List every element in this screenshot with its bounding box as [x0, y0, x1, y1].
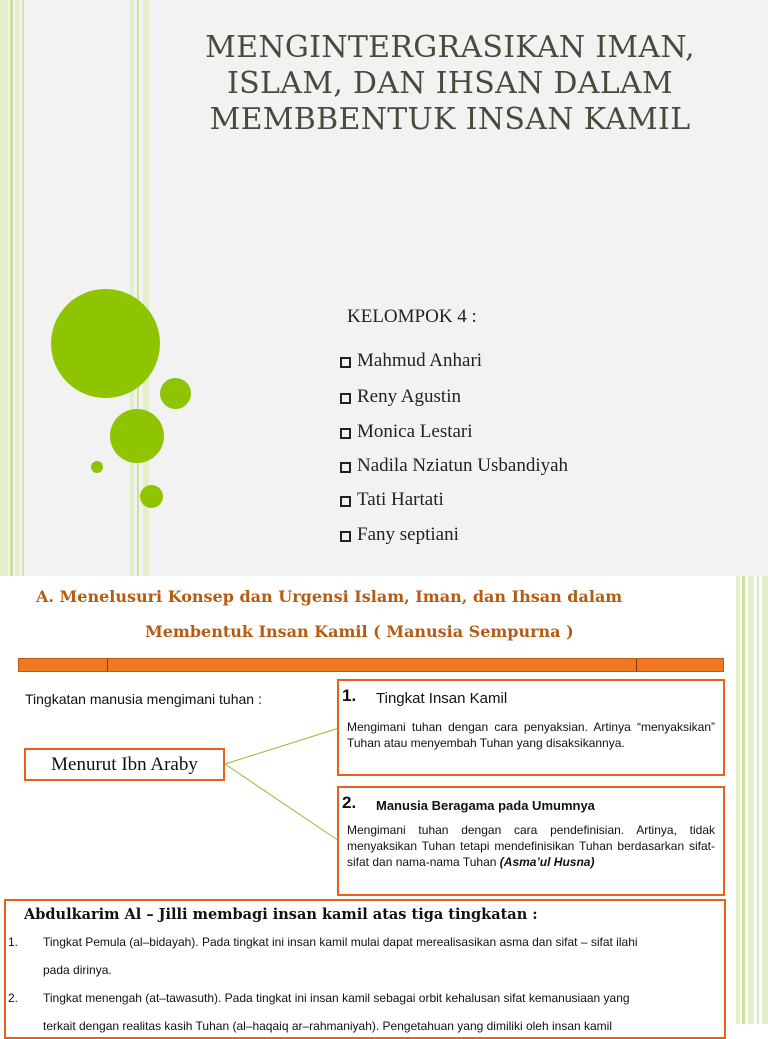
level-description: Mengimani tuhan dengan cara pendefinisian. Artinya, tidak menyaksikan Tuhan tetapi mendefinisikan Tuhan berdasarkan sifat-sifat dan nama-nama Tuhan (Asma’ul Husna)	[347, 823, 715, 869]
slide-title	[180, 30, 720, 138]
level-title: Tingkat Insan Kamil	[376, 690, 508, 707]
decor-circle-tiny	[91, 461, 103, 473]
checkbox-bullet-icon	[340, 393, 351, 404]
decor-circle-medium	[110, 409, 164, 463]
title-line: MEMBBENTUK INSAN KAMIL	[209, 102, 691, 137]
member-name: Nadila Nziatun Usbandiyah	[357, 455, 569, 476]
member-item	[340, 489, 444, 511]
source-label-box	[24, 748, 225, 781]
level-title: Manusia Beragama pada Umumnya	[376, 798, 595, 813]
checkbox-bullet-icon	[340, 496, 351, 507]
list-number: 2.	[8, 991, 19, 1005]
group-label: KELOMPOK 4 :	[347, 306, 477, 327]
member-name: Mahmud Anhari	[357, 350, 483, 371]
emphasis-text: (Asma’ul Husna)	[499, 855, 595, 869]
level-box-1	[337, 679, 725, 776]
member-item	[340, 524, 459, 546]
member-item	[340, 386, 461, 408]
tingkatan-heading: Abdulkarim Al – Jilli membagi insan kamil atas tiga tingkatan :	[24, 906, 538, 923]
list-text: Tingkat menengah (at–tawasuth). Pada tingkat ini insan kamil sebagai orbit kehalusan sifat kemanusiaan yang	[43, 991, 630, 1005]
section-heading: Membentuk Insan Kamil ( Manusia Sempurna )	[145, 622, 574, 641]
list-text: Tingkat Pemula (al–bidayah). Pada tingkat ini insan kamil mulai dapat merealisasikan asma dan sifat – sifat ilahi	[43, 935, 638, 949]
checkbox-bullet-icon	[340, 428, 351, 439]
decor-stripe	[137, 0, 139, 576]
decor-circle-small	[160, 378, 191, 409]
content-slide	[0, 576, 768, 1033]
decor-stripe	[10, 0, 13, 576]
source-label: Menurut Ibn Araby	[51, 753, 198, 775]
list-number: 1.	[8, 935, 19, 949]
checkbox-bullet-icon	[340, 357, 351, 368]
member-name: Monica Lestari	[357, 421, 473, 442]
member-item	[340, 350, 482, 372]
connector-line	[225, 764, 339, 841]
decor-stripe	[15, 0, 19, 576]
decor-circle-large	[51, 289, 160, 398]
title-line: MENGINTERGRASIKAN IMAN,	[205, 30, 695, 65]
list-text: pada dirinya.	[43, 963, 112, 977]
member-item	[340, 455, 568, 477]
decor-stripe	[22, 0, 24, 576]
title-line: ISLAM, DAN IHSAN DALAM	[227, 66, 673, 101]
list-text: terkait dengan realitas kasih Tuhan (al–haqaiq ar–rahmaniyah). Pengetahuan yang dimiliki oleh insan kamil	[43, 1019, 613, 1033]
level-number: 2.	[342, 793, 357, 812]
member-name: Fany septiani	[357, 524, 459, 545]
intro-text: Tingkatan manusia mengimani tuhan :	[25, 691, 262, 707]
checkbox-bullet-icon	[340, 531, 351, 542]
member-name: Tati Hartati	[357, 489, 444, 510]
member-item	[340, 421, 473, 443]
checkbox-bullet-icon	[340, 462, 351, 473]
member-name: Reny Agustin	[357, 386, 461, 407]
level-box-2	[337, 786, 725, 896]
connector-line	[225, 728, 339, 764]
decor-stripe	[0, 0, 8, 576]
level-number: 1.	[342, 686, 357, 705]
decor-stripe	[130, 0, 134, 576]
section-heading: A. Menelusuri Konsep dan Urgensi Islam, Iman, dan Ihsan dalam	[36, 587, 623, 606]
level-description: Mengimani tuhan dengan cara penyaksian. Artinya “menyaksikan” Tuhan atau menyembah Tuhan yang disaksikannya.	[347, 720, 715, 750]
decor-circle-small	[140, 485, 163, 508]
tingkatan-box	[4, 899, 726, 1039]
